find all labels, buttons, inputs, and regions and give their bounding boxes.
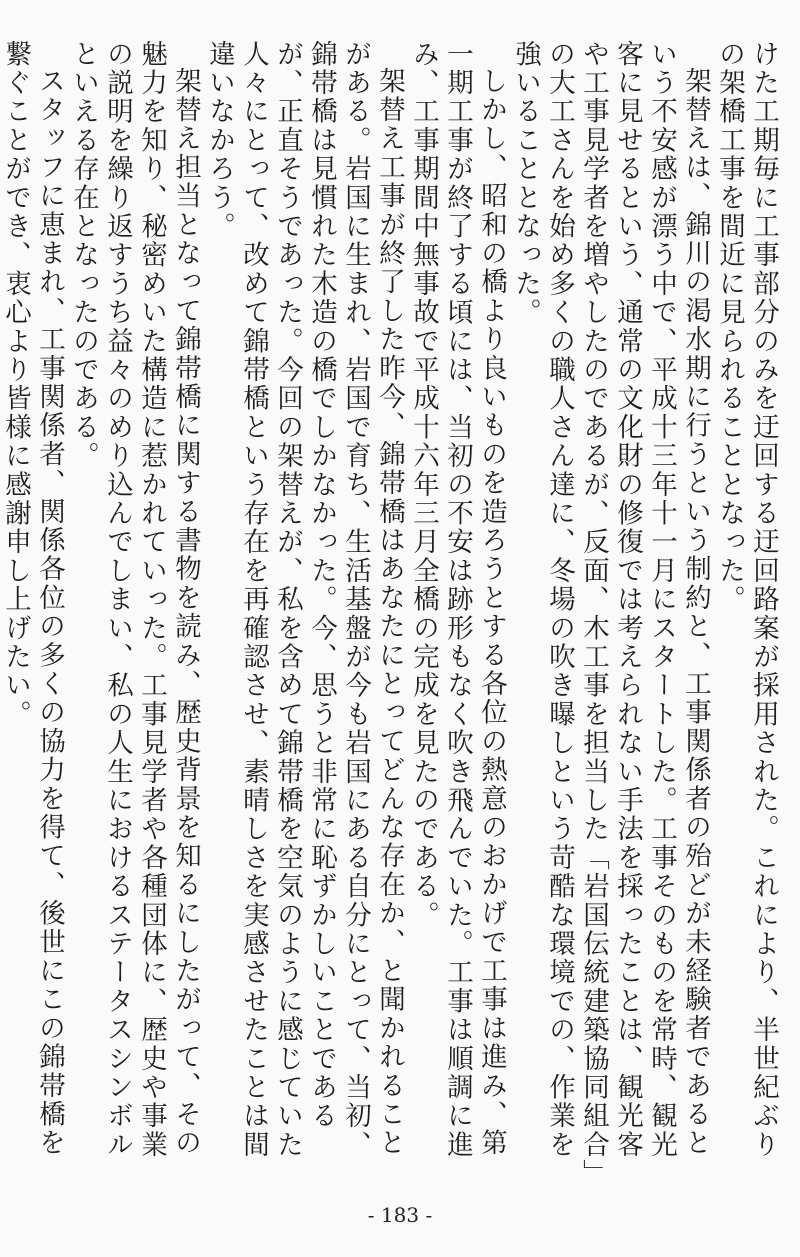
paragraph-3: しかし、昭和の橋より良いものを造ろうとする各位の熱意のおかげで工事は進み、第一期工事が終了する頃には、当初の不安は跡形もなく吹き飛んでいた。工事は順調に進み、工事期間中無事故で平成十六年三月全橋の完成を見たのである。 xyxy=(408,40,507,1160)
paragraph-1: けた工期毎に工事部分のみを迂回する迂回路案が採用された。これにより、半世紀ぶりの架橋工事を間近に見られることとなった。 xyxy=(714,40,779,1160)
paragraph-2: 架替えは、錦川の渇水期に行うという制約と、工事関係者の殆どが未経験者であるという不安感が漂う中で、平成十三年十一月にスタートした。工事そのものを常時、観光客に見せるという、通常の文化財の修復では考えられない手法を採ったことは、観光客や工事見学者を増やしたのであるが、反面、木工事を担当した「岩国伝統建築協同組合」の大工さんを始め多くの職人さん達に、冬場の吹き曝しという苛酷な環境での、作業を強いることとなった。 xyxy=(510,40,711,1175)
vertical-text-body xyxy=(0,40,780,1180)
page-number: - 183 - xyxy=(367,1203,433,1227)
paragraph-4: 架替え工事が終了した昨今、錦帯橋はあなたにとってどんな存在か、と聞かれることがある。岩国に生まれ、岩国で育ち、生活基盤が今も岩国にある自分にとって、当初、錦帯橋は見慣れた木造の橋でしかなかった。今、思うと非常に恥ずかしいことであるが、正直そうであった。今回の架替えが、私を含めて錦帯橋を空気のように感じていた人々にとって、改めて錦帯橋という存在を再確認させ、素晴しさを実感させたことは間違いなかろう。 xyxy=(204,40,405,1160)
paragraph-6: スタッフに恵まれ、工事関係者、関係各位の多くの協力を得て、後世にこの錦帯橋を繋ぐことができ、衷心より皆様に感謝申し上げたい。 xyxy=(0,40,65,1158)
paragraph-5: 架替え担当となって錦帯橋に関する書物を読み、歴史背景を知るにしたがって、その魅力を知り、秘密めいた構造に惹かれていった。工事見学者や各種団体に、歴史や事業の説明を繰り返すうち益々のめり込んでしまい、私の人生におけるステータスシンボルといえる存在となったのである。 xyxy=(68,40,201,1160)
